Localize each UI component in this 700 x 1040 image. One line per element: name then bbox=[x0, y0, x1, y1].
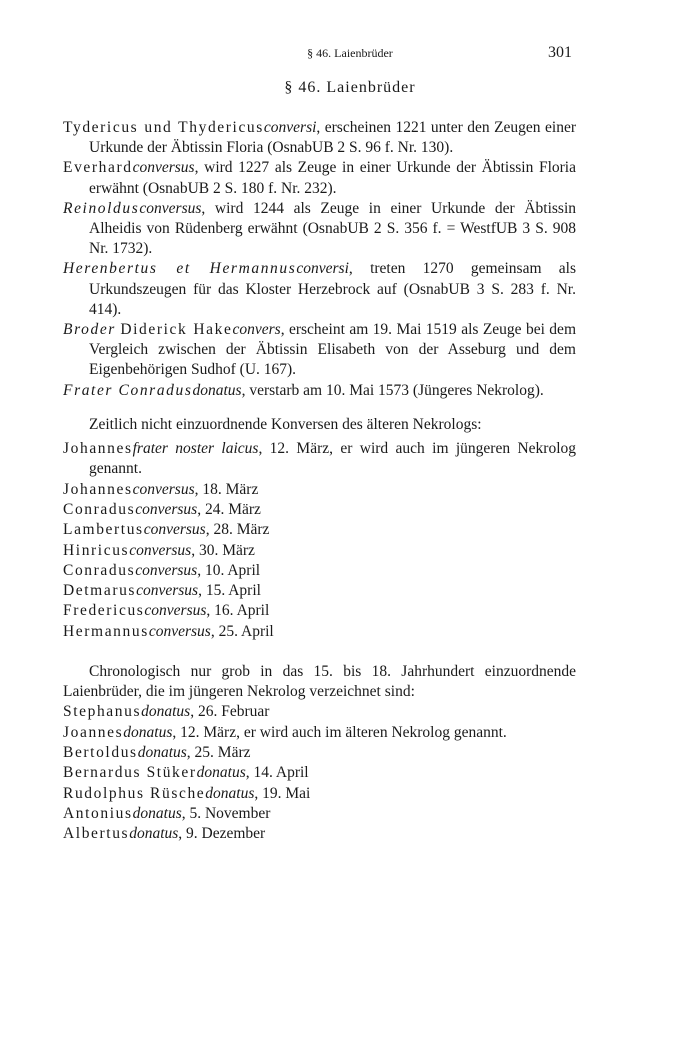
entry-text: , verstarb am 10. Mai 1573 (Jüngeres Nekrolog). bbox=[241, 381, 544, 399]
entry-name: Hinricus bbox=[63, 541, 130, 559]
paragraph-younger-necrology: Chronologisch nur grob in das 15. bis 18. Jahrhundert einzuordnende Laienbrüder, die im jüngeren Nekrolog verzeichnet sind: bbox=[63, 663, 576, 701]
entry-text: , erscheint am 19. Mai 1519 als Zeuge bei dem Vergleich zwischen der Äbtissin Elisabeth von der Asseburg und dem Eigenbehörigen Sudhof (U. 167). bbox=[89, 321, 576, 379]
entry-name: Joannes bbox=[63, 723, 124, 741]
list-item bbox=[63, 480, 576, 500]
list-item bbox=[63, 541, 576, 561]
entry-text: , 12. März, er wird auch im jüngeren Nekrolog genannt. bbox=[89, 440, 576, 478]
entry-text: , 10. April bbox=[197, 561, 261, 579]
entry-text: , 28. März bbox=[205, 521, 270, 539]
running-title: § 46. Laienbrüder bbox=[307, 46, 393, 60]
entry-status: conversi bbox=[263, 119, 317, 136]
entry-text: , 9. Dezember bbox=[178, 825, 266, 843]
entry-status: donatus bbox=[196, 764, 246, 782]
entry-name: Antonius bbox=[63, 804, 133, 822]
entry-frater-conradus bbox=[63, 381, 576, 401]
entry-text: , wird 1244 als Zeuge in einer Urkunde der Äbtissin Alheidis von Rüdenberg erwähnt (OsnabUB 2 S. 356 f. = WestfUB 3 S. 908 Nr. 1732). bbox=[89, 199, 576, 258]
entry-status: conversi bbox=[296, 260, 349, 278]
entry-name: Tydericus und Thydericus bbox=[63, 119, 264, 136]
list-item bbox=[63, 824, 576, 844]
entry-status: donatus bbox=[123, 723, 173, 741]
entry-status: conversus bbox=[132, 480, 195, 498]
entry-name: Hermannus bbox=[63, 622, 149, 640]
list-item bbox=[63, 439, 576, 480]
entry-status: conversus bbox=[139, 199, 202, 217]
list-item bbox=[63, 500, 576, 520]
entry-text: , 5. November bbox=[181, 804, 271, 822]
entry-status: conversus bbox=[148, 622, 211, 640]
list-item bbox=[63, 804, 576, 824]
entry-status: donatus bbox=[137, 744, 187, 762]
entry-reinoldus bbox=[63, 199, 576, 260]
older-necrology-list bbox=[63, 439, 576, 642]
entry-tydericus bbox=[63, 118, 576, 158]
entry-status: donatus bbox=[132, 804, 182, 822]
paragraph-older-necrology: Zeitlich nicht einzuordnende Konversen des älteren Nekrologs: bbox=[89, 415, 482, 433]
list-item bbox=[63, 743, 576, 763]
entry-name: Frater Conradus bbox=[63, 381, 193, 399]
entry-status: conversus bbox=[143, 521, 206, 539]
entry-name: Herenbertus et Hermannus bbox=[63, 260, 297, 278]
entry-text: , 16. April bbox=[206, 602, 270, 620]
entry-status: conversus bbox=[129, 541, 192, 559]
entry-text: , 24. März bbox=[197, 500, 261, 518]
entry-text: , 30. März bbox=[191, 541, 255, 559]
entry-name: Diderick Hake bbox=[120, 321, 233, 339]
entry-status: conversus bbox=[136, 582, 199, 600]
entry-text: , 18. März bbox=[194, 480, 259, 498]
entry-text: , 19. Mai bbox=[254, 784, 311, 802]
entry-name: Albertus bbox=[63, 825, 130, 843]
entry-herenbertus bbox=[63, 259, 576, 320]
entry-name: Johannes bbox=[63, 480, 133, 498]
list-item bbox=[63, 784, 576, 804]
entry-text: , 14. April bbox=[245, 764, 309, 782]
list-item bbox=[63, 723, 576, 743]
entry-text: , 15. April bbox=[198, 582, 261, 600]
entry-text: , treten 1270 gemeinsam als Urkundszeugen für das Kloster Herzebrock auf (OsnabUB 3 S. 283 f. Nr. 414). bbox=[89, 260, 576, 318]
running-header bbox=[0, 44, 700, 64]
section-title: § 46. Laienbrüder bbox=[284, 79, 416, 96]
entry-name: Lambertus bbox=[63, 521, 144, 539]
entry-name: Stephanus bbox=[63, 703, 142, 721]
entry-text: , 25. März bbox=[186, 744, 251, 762]
entry-name: Everhard bbox=[63, 159, 133, 177]
entry-name: Reinoldus bbox=[63, 199, 140, 217]
entry-name: Fredericus bbox=[63, 602, 145, 620]
entry-name-prefix: Broder bbox=[63, 321, 116, 339]
list-item bbox=[63, 601, 576, 621]
list-item bbox=[63, 702, 576, 722]
entry-name: Johannes bbox=[63, 440, 133, 458]
entry-status: frater noster laicus bbox=[132, 440, 259, 458]
list-item bbox=[63, 561, 576, 581]
entry-status: donatus bbox=[192, 381, 242, 399]
younger-necrology-list bbox=[63, 702, 576, 844]
entry-name: Detmarus bbox=[63, 582, 137, 600]
entry-name: Conradus bbox=[63, 561, 136, 579]
entry-status: donatus bbox=[141, 703, 191, 721]
entry-status: donatus bbox=[205, 784, 255, 802]
entry-name: Rudolphus Rüsche bbox=[63, 784, 206, 802]
entry-status: conversus bbox=[135, 561, 198, 579]
entry-text: , 25. April bbox=[210, 622, 274, 640]
list-item bbox=[63, 581, 576, 601]
main-text bbox=[63, 118, 576, 845]
entry-text: , erscheinen 1221 unter den Zeugen einer Urkunde der Äbtissin Floria (OsnabUB 2 S. 96 f. Nr. 130). bbox=[89, 119, 576, 157]
entry-name: Conradus bbox=[63, 500, 136, 518]
entry-status: conversus bbox=[144, 602, 207, 620]
entry-status: donatus bbox=[129, 825, 179, 843]
entry-text: , 12. März, er wird auch im älteren Nekrolog genannt. bbox=[172, 723, 507, 741]
list-item bbox=[63, 622, 576, 642]
entry-name: Bernardus Stüker bbox=[63, 764, 197, 782]
list-item bbox=[63, 520, 576, 540]
entry-diderick-hake bbox=[63, 320, 576, 381]
entry-name: Bertoldus bbox=[63, 744, 138, 762]
entry-everhard bbox=[63, 158, 576, 198]
entry-text: , 26. Februar bbox=[190, 703, 270, 721]
entry-text: , wird 1227 als Zeuge in einer Urkunde der Äbtissin Floria erwähnt (OsnabUB 2 S. 180 f. Nr. 232). bbox=[89, 159, 576, 197]
page-number: 301 bbox=[548, 44, 572, 61]
entry-status: conversus bbox=[132, 159, 195, 177]
entry-status: convers bbox=[232, 321, 281, 339]
entry-status: conversus bbox=[135, 500, 198, 518]
list-item bbox=[63, 763, 576, 783]
